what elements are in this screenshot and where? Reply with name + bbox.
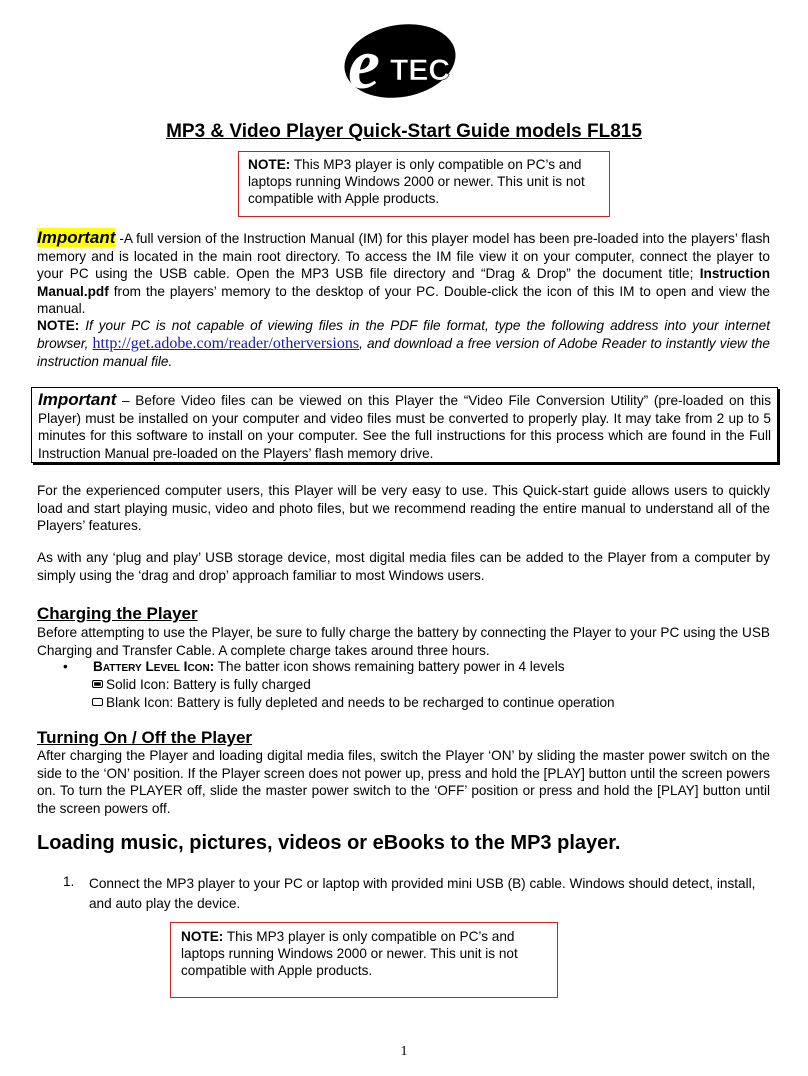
video-important-label: Important: [38, 390, 117, 409]
battery-level-text: The batter icon shows remaining battery power in 4 levels: [214, 659, 565, 674]
list-item-number: 1.: [63, 874, 75, 889]
battery-empty-icon: [92, 698, 103, 706]
note-box-bottom: [170, 922, 558, 998]
note-box-top: [238, 151, 610, 217]
bullet-symbol: •: [63, 659, 68, 674]
turning-paragraph: After charging the Player and loading digital media files, switch the Player ‘ON’ by sliding the master power switch on the side to the ‘ON’ position. If the Player screen does not power up, press and hold the [PLAY] button until the screen powers on. To turn the PLAYER off, slide the master power switch to the ‘OFF’ position or press and hold the [PLAY] button until the screen powers off.: [37, 748, 770, 816]
adobe-reader-link[interactable]: http://get.adobe.com/reader/otherversions: [92, 335, 360, 352]
experienced-users-paragraph: For the experienced computer users, this Player will be very easy to use. This Quick-start guide allows users to quickly load and start playing music, video and photo files, but we recommend reading the entire manual to understand all of the Players’ features.: [37, 483, 770, 533]
battery-full-icon: [92, 680, 103, 688]
note-bottom-label: NOTE:: [181, 929, 224, 944]
pdf-note-paragraph: [37, 317, 770, 371]
turning-heading: Turning On / Off the Player: [37, 728, 253, 747]
note-label: NOTE:: [248, 157, 291, 172]
etec-logo: [342, 22, 466, 100]
video-important-box: [31, 387, 778, 463]
important-label: Important: [37, 228, 116, 247]
video-important-text: – Before Video files can be viewed on this Player the “Video File Conversion Utility” (pre-loaded on this Player) must be installed on your computer and video files must be converted to properly play. It may take from 2 up to 5 minutes for this software to install on your computer. See the full instructions for this process which are found in the Full Instruction Manual pre-loaded on the Players’ flash memory drive.: [38, 393, 771, 461]
note-text: This MP3 player is only compatible on PC’s and laptops running Windows 2000 or newer. This unit is not compatible with Apple products.: [248, 157, 585, 206]
logo-letters-tec: TEC: [390, 54, 450, 87]
blank-icon-row: [92, 694, 615, 712]
page-number: 1: [400, 1044, 408, 1059]
pdf-note-label: NOTE:: [37, 318, 80, 333]
plug-and-play-paragraph: As with any ‘plug and play’ USB storage device, most digital media files can be added to the Player from a computer by simply using the ‘drag and drop’ approach familiar to most Windows users.: [37, 550, 770, 583]
manual-filename: Instruction Manual.pdf: [37, 266, 770, 299]
loading-heading: Loading music, pictures, videos or eBooks to the MP3 player.: [37, 832, 621, 854]
blank-icon-text: Blank Icon: Battery is fully depleted and needs to be recharged to continue operation: [106, 695, 615, 710]
charging-heading: Charging the Player: [37, 604, 198, 623]
pdf-note-text-a: If your PC is not capable of viewing files in the PDF file format, type the following address into your internet browser,: [37, 318, 770, 351]
important-paragraph: [37, 229, 770, 318]
document-title: MP3 & Video Player Quick-Start Guide models FL815: [166, 121, 642, 142]
pdf-note-text-b: , and download a free version of Adobe Reader to instantly view the instruction manual file.: [37, 336, 770, 369]
battery-level-bullet: [63, 658, 565, 676]
logo-letter-e: e: [348, 24, 380, 100]
solid-icon-row: [92, 676, 311, 694]
important-text-b: from the players’ memory to the desktop of your PC. Double-click the icon of this IM to open and view the manual.: [37, 283, 770, 316]
solid-icon-text: Solid Icon: Battery is fully charged: [106, 677, 311, 692]
important-text-a: -A full version of the Instruction Manual (IM) for this player model has been pre-loaded into the players’ flash memory and is located in the main root directory. To access the IM file view it on your computer, connect the player to your PC using the USB cable. Open the MP3 USB file directory and “Drag & Drop” the document title;: [37, 231, 770, 281]
charging-paragraph: Before attempting to use the Player, be sure to fully charge the battery by connecting the Player to your PC using the USB Charging and Transfer Cable. A complete charge takes around three hours.: [37, 625, 770, 658]
list-item-text: Connect the MP3 player to your PC or laptop with provided mini USB (B) cable. Windows should detect, install, and auto play the device.: [89, 876, 756, 911]
note-bottom-text: This MP3 player is only compatible on PC’s and laptops running Windows 2000 or newer. This unit is not compatible with Apple products.: [181, 929, 518, 978]
battery-level-label: Battery Level Icon:: [93, 659, 215, 674]
